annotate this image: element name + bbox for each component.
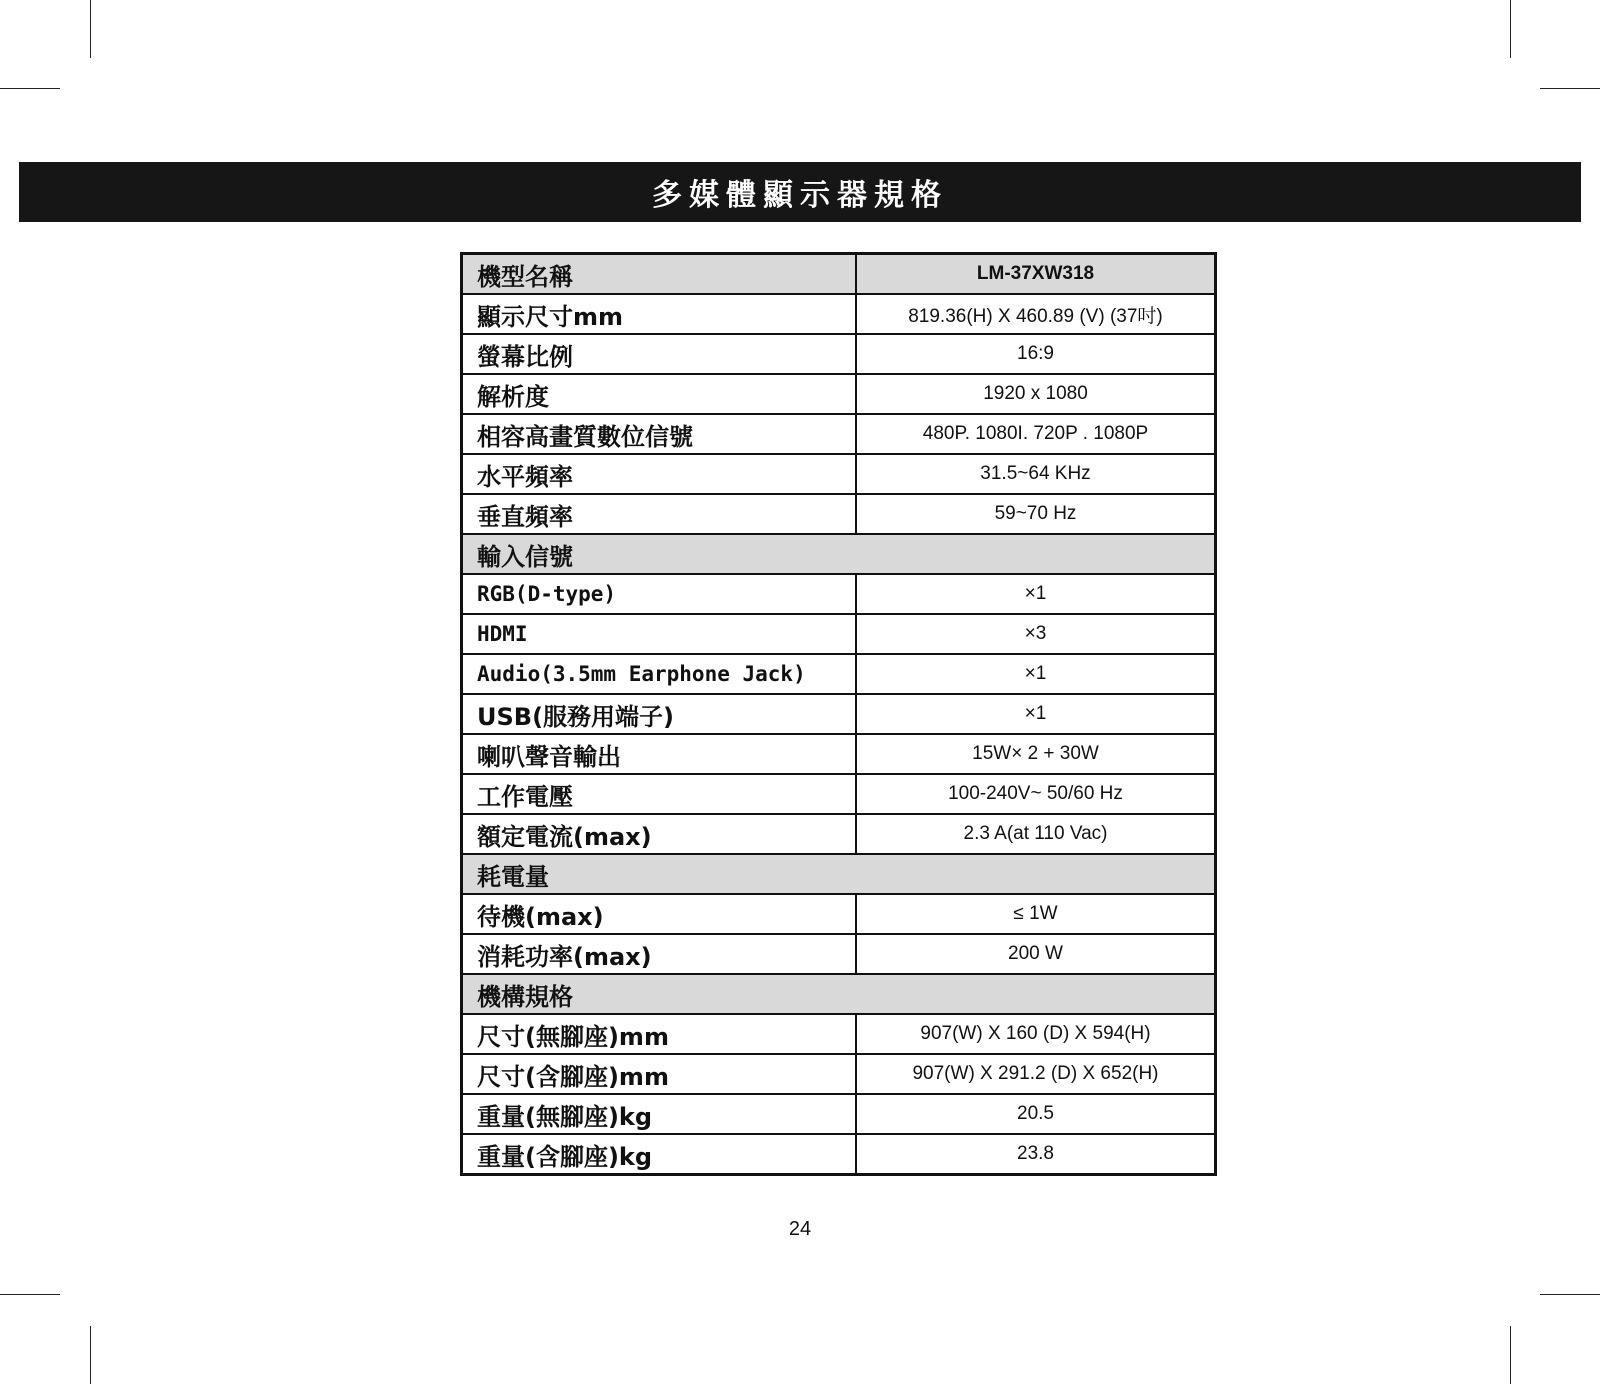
spec-label: Audio(3.5mm Earphone Jack) [462, 654, 857, 694]
spec-value: 200 W [856, 934, 1216, 974]
table-row [462, 894, 1216, 934]
crop-mark [1540, 1294, 1600, 1295]
spec-value: 23.8 [856, 1134, 1216, 1175]
table-row [462, 734, 1216, 774]
section-label: 機構規格 [462, 974, 1216, 1014]
spec-label: 顯示尺寸mm [462, 294, 857, 334]
spec-value: 819.36(H) X 460.89 (V) (37吋) [856, 294, 1216, 334]
spec-label: HDMI [462, 614, 857, 654]
spec-value: 16:9 [856, 334, 1216, 374]
table-row [462, 454, 1216, 494]
spec-value: LM-37XW318 [856, 254, 1216, 295]
spec-table-body [462, 254, 1216, 1175]
section-row [462, 854, 1216, 894]
crop-mark [1510, 0, 1511, 58]
spec-value: ×1 [856, 654, 1216, 694]
spec-label: 重量(無腳座)kg [462, 1094, 857, 1134]
spec-label: 待機(max) [462, 894, 857, 934]
spec-label: 額定電流(max) [462, 814, 857, 854]
spec-value: 1920 x 1080 [856, 374, 1216, 414]
table-row [462, 654, 1216, 694]
spec-label: USB(服務用端子) [462, 694, 857, 734]
crop-mark [1540, 88, 1600, 89]
spec-value: 20.5 [856, 1094, 1216, 1134]
table-row [462, 694, 1216, 734]
table-row [462, 294, 1216, 334]
section-row [462, 974, 1216, 1014]
crop-mark [90, 0, 91, 58]
spec-label: 尺寸(含腳座)mm [462, 1054, 857, 1094]
spec-value: 100-240V~ 50/60 Hz [856, 774, 1216, 814]
spec-label: 工作電壓 [462, 774, 857, 814]
section-row [462, 534, 1216, 574]
spec-label: 機型名稱 [462, 254, 857, 295]
model-row [462, 254, 1216, 295]
table-row [462, 1014, 1216, 1054]
spec-value: ×1 [856, 694, 1216, 734]
spec-label: 重量(含腳座)kg [462, 1134, 857, 1175]
spec-label: RGB(D-type) [462, 574, 857, 614]
table-row [462, 614, 1216, 654]
spec-value: 2.3 A(at 110 Vac) [856, 814, 1216, 854]
crop-mark [0, 88, 60, 89]
table-row [462, 814, 1216, 854]
spec-value: ×3 [856, 614, 1216, 654]
table-row [462, 1054, 1216, 1094]
section-label: 耗電量 [462, 854, 1216, 894]
table-row [462, 574, 1216, 614]
spec-value: ×1 [856, 574, 1216, 614]
title-bar [19, 162, 1581, 222]
table-row [462, 934, 1216, 974]
spec-label: 相容高畫質數位信號 [462, 414, 857, 454]
spec-value: 15W× 2 + 30W [856, 734, 1216, 774]
spec-label: 尺寸(無腳座)mm [462, 1014, 857, 1054]
crop-mark [1510, 1326, 1511, 1384]
spec-value: ≤ 1W [856, 894, 1216, 934]
spec-label: 垂直頻率 [462, 494, 857, 534]
spec-value: 480P. 1080I. 720P . 1080P [856, 414, 1216, 454]
spec-label: 螢幕比例 [462, 334, 857, 374]
spec-value: 907(W) X 291.2 (D) X 652(H) [856, 1054, 1216, 1094]
table-row [462, 1094, 1216, 1134]
table-row [462, 414, 1216, 454]
spec-value: 31.5~64 KHz [856, 454, 1216, 494]
spec-label: 消耗功率(max) [462, 934, 857, 974]
spec-table [460, 252, 1217, 1176]
crop-mark [90, 1326, 91, 1384]
crop-mark [0, 1294, 60, 1295]
table-row [462, 334, 1216, 374]
table-row [462, 374, 1216, 414]
section-label: 輸入信號 [462, 534, 1216, 574]
spec-label: 喇叭聲音輸出 [462, 734, 857, 774]
page-title: 多媒體顯示器規格 [652, 178, 948, 213]
table-row [462, 774, 1216, 814]
spec-value: 59~70 Hz [856, 494, 1216, 534]
spec-value: 907(W) X 160 (D) X 594(H) [856, 1014, 1216, 1054]
table-row [462, 1134, 1216, 1175]
spec-label: 水平頻率 [462, 454, 857, 494]
spec-label: 解析度 [462, 374, 857, 414]
table-row [462, 494, 1216, 534]
page-number: 24 [788, 1218, 812, 1240]
